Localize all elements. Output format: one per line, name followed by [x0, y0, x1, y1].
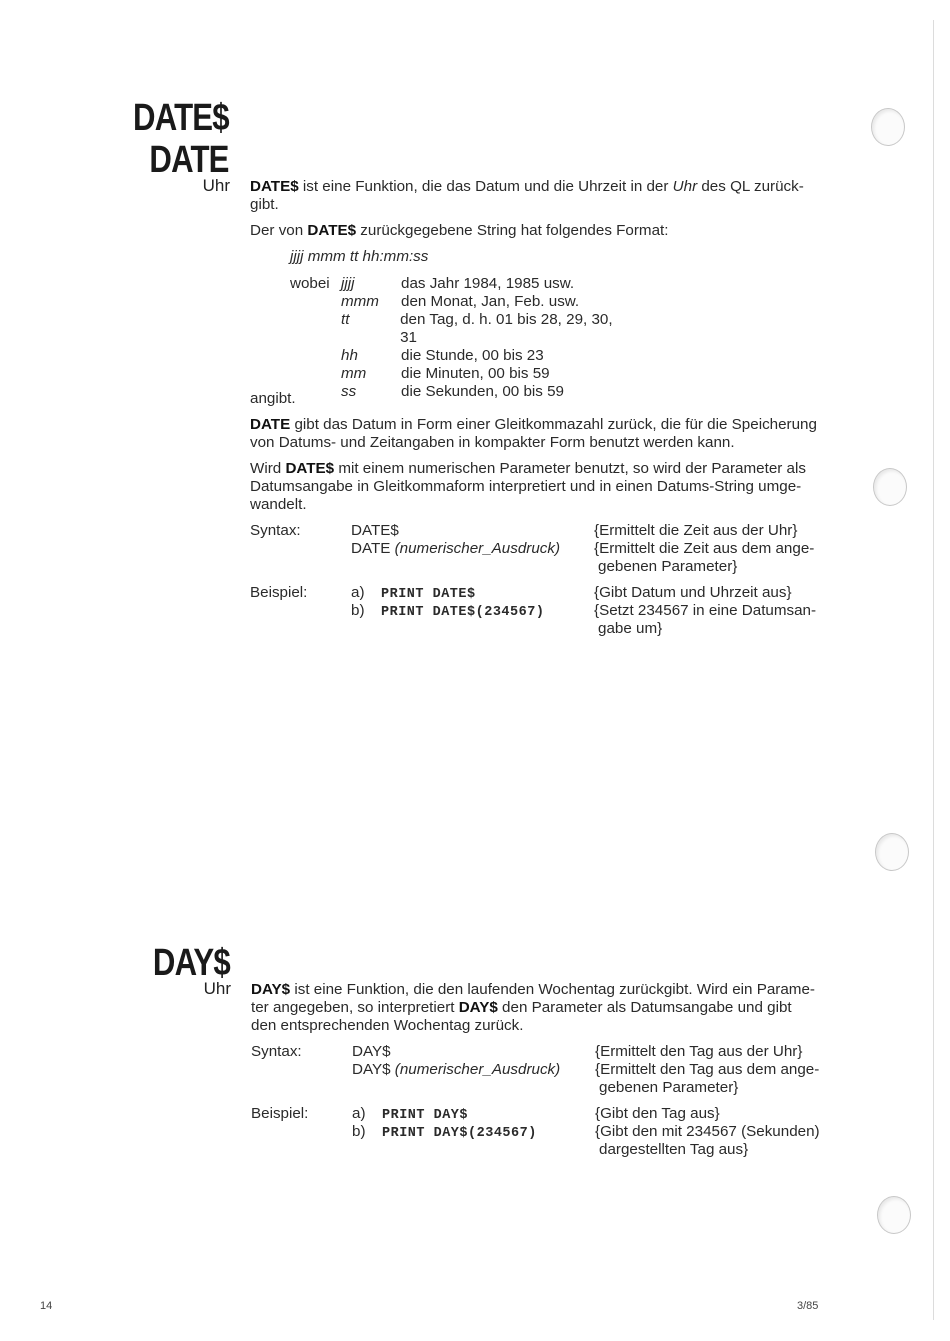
category-label: Uhr	[202, 176, 230, 195]
syntax-note: {Ermittelt die Zeit aus der Uhr} {Ermittelt die Zeit aus dem ange- gebenen Parameter}	[594, 522, 815, 575]
field-row: mm die Minuten, 00 bis 59	[341, 365, 550, 382]
page-number: 14	[40, 1300, 53, 1312]
syntax-line: DATE (numerischer_Ausdruck)	[351, 540, 561, 557]
field-row: tt den Tag, d. h. 01 bis 28, 29, 30, 31	[341, 311, 613, 346]
syntax-label: Syntax:	[250, 522, 301, 539]
example-line: a) PRINT DATE$	[351, 584, 476, 602]
angibt-text: angibt.	[250, 390, 296, 407]
wobei-label: wobei	[290, 275, 330, 292]
keyword-heading: DATE$	[133, 97, 229, 139]
example-line: a) PRINT DAY$	[352, 1105, 469, 1123]
punch-hole	[877, 1196, 911, 1234]
syntax-label: Syntax:	[251, 1043, 302, 1060]
example-label: Beispiel:	[250, 584, 308, 601]
intro-paragraph: DAY$ ist eine Funktion, die den laufenden Wochentag zurückgibt. Wird ein Parame- ter angegeben, so interpretiert DAY$ den Parameter als Datumsangabe und gibt den entsprechenden Wochentag zurück.	[251, 981, 815, 1034]
date-paragraph: DATE gibt das Datum in Form einer Gleitkommazahl zurück, die für die Speicherung von Datums- und Zeitangaben in kompakter Form benutzt werden kann.	[250, 416, 817, 451]
category-label: Uhr	[203, 979, 231, 998]
syntax-note: {Ermittelt den Tag aus der Uhr} {Ermittelt den Tag aus dem ange- gebenen Parameter}	[595, 1043, 820, 1096]
field-row: hh die Stunde, 00 bis 23	[341, 347, 544, 364]
punch-hole	[875, 833, 909, 871]
punch-hole	[873, 468, 907, 506]
keyword: DATE$	[250, 178, 299, 195]
field-row: ss die Sekunden, 00 bis 59	[341, 383, 564, 400]
page-edge	[933, 20, 934, 1320]
edition-date: 3/85	[797, 1300, 819, 1312]
syntax-line: DAY$ (numerischer_Ausdruck)	[352, 1061, 561, 1078]
keyword-heading: DATE	[149, 139, 229, 181]
example-note: {Gibt den Tag aus} {Gibt den mit 234567 (Sekunden) dargestellten Tag aus}	[595, 1105, 820, 1158]
example-line: b) PRINT DATE$(234567)	[351, 602, 545, 620]
intro-paragraph: DATE$ ist eine Funktion, die das Datum und die Uhrzeit in der Uhr des QL zurück- gibt.	[250, 178, 804, 213]
keyword-heading: DAY$	[153, 942, 230, 984]
punch-hole	[871, 108, 905, 146]
example-line: b) PRINT DAY$(234567)	[352, 1123, 537, 1141]
field-list	[290, 275, 630, 401]
format-intro: Der von DATE$ zurückgegebene String hat folgendes Format:	[250, 222, 669, 239]
parameter-paragraph: Wird DATE$ mit einem numerischen Parameter benutzt, so wird der Parameter als Datumsangabe in Gleitkommaform interpretiert und in einen Datums-String umge- wandelt.	[250, 460, 806, 513]
field-row: mmm den Monat, Jan, Feb. usw.	[341, 293, 580, 310]
field-row: jjjj das Jahr 1984, 1985 usw.	[341, 275, 575, 292]
syntax-line: DATE$	[351, 522, 399, 539]
example-label: Beispiel:	[251, 1105, 309, 1122]
format-string: jjjj mmm tt hh:mm:ss	[290, 248, 429, 265]
syntax-line: DAY$	[352, 1043, 391, 1060]
example-note: {Gibt Datum und Uhrzeit aus} {Setzt 234567 in eine Datumsan- gabe um}	[594, 584, 817, 637]
